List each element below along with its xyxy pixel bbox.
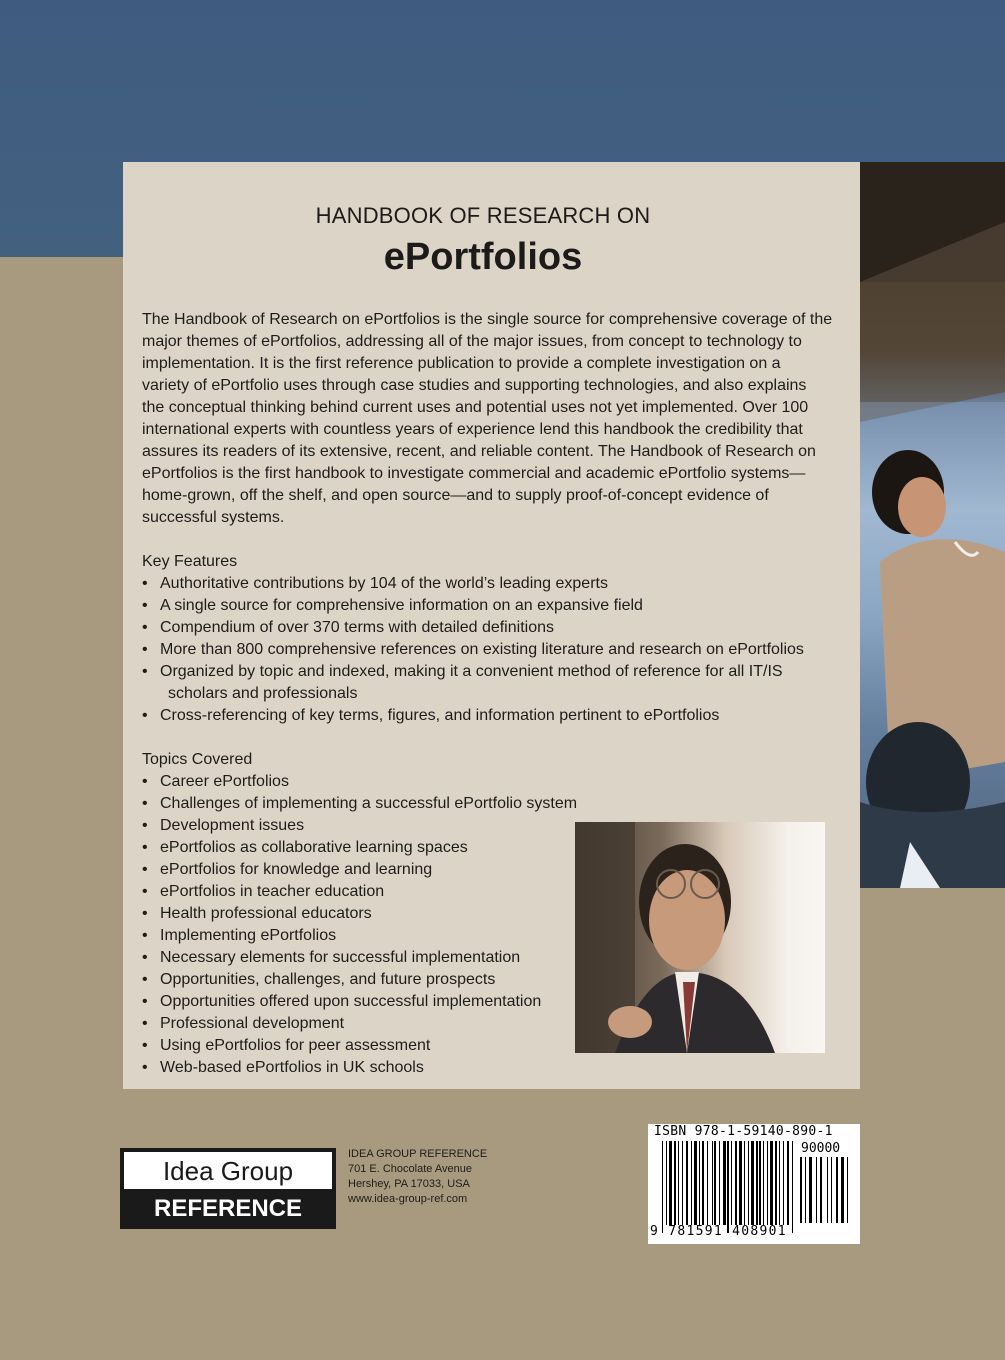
barcode-bar [669,1141,672,1225]
bullet-icon: • [142,949,148,966]
bullet-icon: • [142,1037,148,1054]
description-line: implementation. It is the first reference publication to provide a complete investigation on a [142,355,781,372]
list-item [142,595,804,617]
topic-text: Opportunities offered upon successful implementation [160,993,542,1010]
barcode-bar [691,1141,692,1225]
bullet-icon: • [142,1015,148,1032]
barcode-bar [723,1141,726,1225]
barcode-bar [792,1141,793,1233]
barcode-bar [787,1141,789,1225]
bullet-icon: • [142,663,148,680]
list-item [142,1035,577,1057]
barcode-bar [751,1141,754,1225]
businessman-photo [575,822,825,1053]
barcode-bar [735,1141,737,1225]
topic-text: ePortfolios as collaborative learning spaces [160,839,468,856]
bullet-icon: • [142,971,148,988]
barcode-bar [662,1141,663,1233]
description-line: the conceptual thinking behind current uses and potential uses not yet implemented. Over 100 [142,399,809,416]
list-item [142,1013,577,1035]
topic-text: ePortfolios in teacher education [160,883,385,900]
barcode-bar [827,1157,828,1223]
ean-digits: 9 781591 408901 [650,1224,787,1239]
publisher-street: 701 E. Chocolate Avenue [348,1163,472,1175]
list-item [142,881,577,903]
topic-text: ePortfolios for knowledge and learning [160,861,433,878]
description-line: ePortfolios is the first handbook to investigate commercial and academic ePortfolio systems— [142,465,806,482]
ean-barcode-bars [662,1141,796,1233]
description-paragraph [142,309,832,529]
bullet-icon: • [142,817,148,834]
topic-text: Web-based ePortfolios in UK schools [160,1059,424,1076]
series-title: HANDBOOK OF RESEARCH ON [315,203,651,228]
bullet-icon: • [142,905,148,922]
barcode-bar [809,1157,812,1223]
description-line: The Handbook of Research on ePortfolios is the single source for comprehensive coverage of the [142,311,833,328]
feature-text: Authoritative contributions by 104 of the world’s leading experts [160,575,608,592]
price-addon-label: 90000 [801,1141,841,1156]
publisher-logo [120,1148,336,1229]
feature-text: Cross-referencing of key terms, figures, and information pertinent to ePortfolios [160,707,720,724]
topic-text: Challenges of implementing a successful ePortfolio system [160,795,578,812]
barcode-bar [748,1141,749,1225]
list-item [142,661,804,683]
barcode-bar [674,1141,676,1225]
barcode-bar [739,1141,742,1225]
feature-text: More than 800 comprehensive references on existing literature and research on ePortfolios [160,641,804,658]
barcode-bar [763,1141,764,1225]
list-item [142,969,577,991]
businesswoman-photo [860,162,1005,888]
bullet-icon: • [142,861,148,878]
description-line: home-grown, off the shelf, and open source—and to supply proof-of-concept evidence of [142,487,769,504]
bullet-icon: • [142,619,148,636]
barcode-bar [779,1141,780,1225]
topic-text: Opportunities, challenges, and future prospects [160,971,496,988]
bullet-icon: • [142,1059,148,1076]
list-item [142,705,804,727]
feature-text-continuation: scholars and professionals [168,685,358,702]
bullet-icon: • [142,993,148,1010]
list-item [142,991,577,1013]
barcode-bar [836,1157,838,1223]
list-item [142,859,577,881]
list-item [142,947,577,969]
bullet-icon: • [142,575,148,592]
bullet-icon: • [142,707,148,724]
barcode-bar [759,1141,761,1225]
bullet-icon: • [142,883,148,900]
topic-text: Using ePortfolios for peer assessment [160,1037,431,1054]
publisher-name: IDEA GROUP REFERENCE [348,1148,488,1160]
description-line: major themes of ePortfolios, addressing all of the major issues, from concept to technology to [142,333,802,350]
topic-text: Career ePortfolios [160,773,289,790]
list-item [142,925,577,947]
barcode-bar [719,1141,720,1225]
topic-text: Implementing ePortfolios [160,927,337,944]
bullet-icon: • [142,773,148,790]
description-line: assures its readers of its extensive, recent, and reliable content. The Handbook of Research on [142,443,816,460]
barcode-bar [800,1157,802,1223]
description-line: successful systems. [142,509,285,526]
topic-text: Necessary elements for successful implementation [160,949,521,966]
barcode-bar [767,1141,768,1225]
bullet-icon: • [142,641,148,658]
barcode-bar [841,1157,844,1223]
barcode-bar [744,1141,745,1225]
barcode-bar [731,1141,732,1225]
list-item [142,1057,577,1079]
list-item [142,815,577,837]
description-line: international experts with countless years of experience lend this handbook the credibility that [142,421,803,438]
barcode-bar [682,1141,683,1225]
key-features-heading: Key Features [142,553,238,570]
logo-line-reference: REFERENCE [153,1195,303,1222]
addon-barcode-bars [800,1157,850,1223]
list-item [142,771,577,793]
publisher-city: Hershey, PA 17033, USA [348,1178,470,1190]
topic-text: Development issues [160,817,305,834]
barcode-bar [770,1141,773,1225]
key-features-section [142,551,804,727]
list-item [142,617,804,639]
feature-text: Compendium of over 370 terms with detailed definitions [160,619,554,636]
topic-text: Professional development [160,1015,345,1032]
barcode-bar [699,1141,700,1225]
list-item [142,837,577,859]
list-item [142,903,577,925]
publisher-website: www.idea-group-ref.com [348,1193,468,1205]
barcode-bar [756,1141,758,1225]
bullet-icon: • [142,597,148,614]
barcode-bar [714,1141,716,1225]
feature-text: A single source for comprehensive information on an expansive field [160,597,643,614]
barcode-bar [831,1157,832,1223]
description-line: variety of ePortfolio uses through case studies and supporting technologies, and also explains [142,377,807,394]
bullet-icon: • [142,839,148,856]
barcode-bar [707,1141,708,1225]
barcode-bar [678,1141,679,1225]
feature-text: Organized by topic and indexed, making it a convenient method of reference for all IT/IS [160,663,783,680]
list-item [142,793,577,815]
barcode-bar [820,1157,822,1223]
bullet-icon: • [142,927,148,944]
barcode-bar [666,1141,667,1225]
barcode-bar [712,1141,713,1225]
topics-covered-section [142,749,577,1079]
barcode-bar [775,1141,777,1225]
publisher-address [348,1147,487,1207]
barcode-bar [727,1141,729,1233]
list-item [142,573,804,595]
book-title: ePortfolios [383,236,583,278]
barcode-bar [816,1157,817,1223]
barcode-bar [805,1157,806,1223]
barcode-bar [847,1157,848,1223]
isbn-label: ISBN 978-1-59140-890-1 [654,1124,833,1139]
bullet-icon: • [142,795,148,812]
barcode-bar [694,1141,697,1225]
barcode-bar [702,1141,704,1225]
isbn-barcode [648,1124,860,1244]
logo-line-idea-group: Idea Group [124,1152,332,1189]
barcode-bar [686,1141,688,1225]
topic-text: Health professional educators [160,905,372,922]
list-item [142,639,804,661]
topics-covered-heading: Topics Covered [142,751,253,768]
barcode-bar [783,1141,784,1225]
